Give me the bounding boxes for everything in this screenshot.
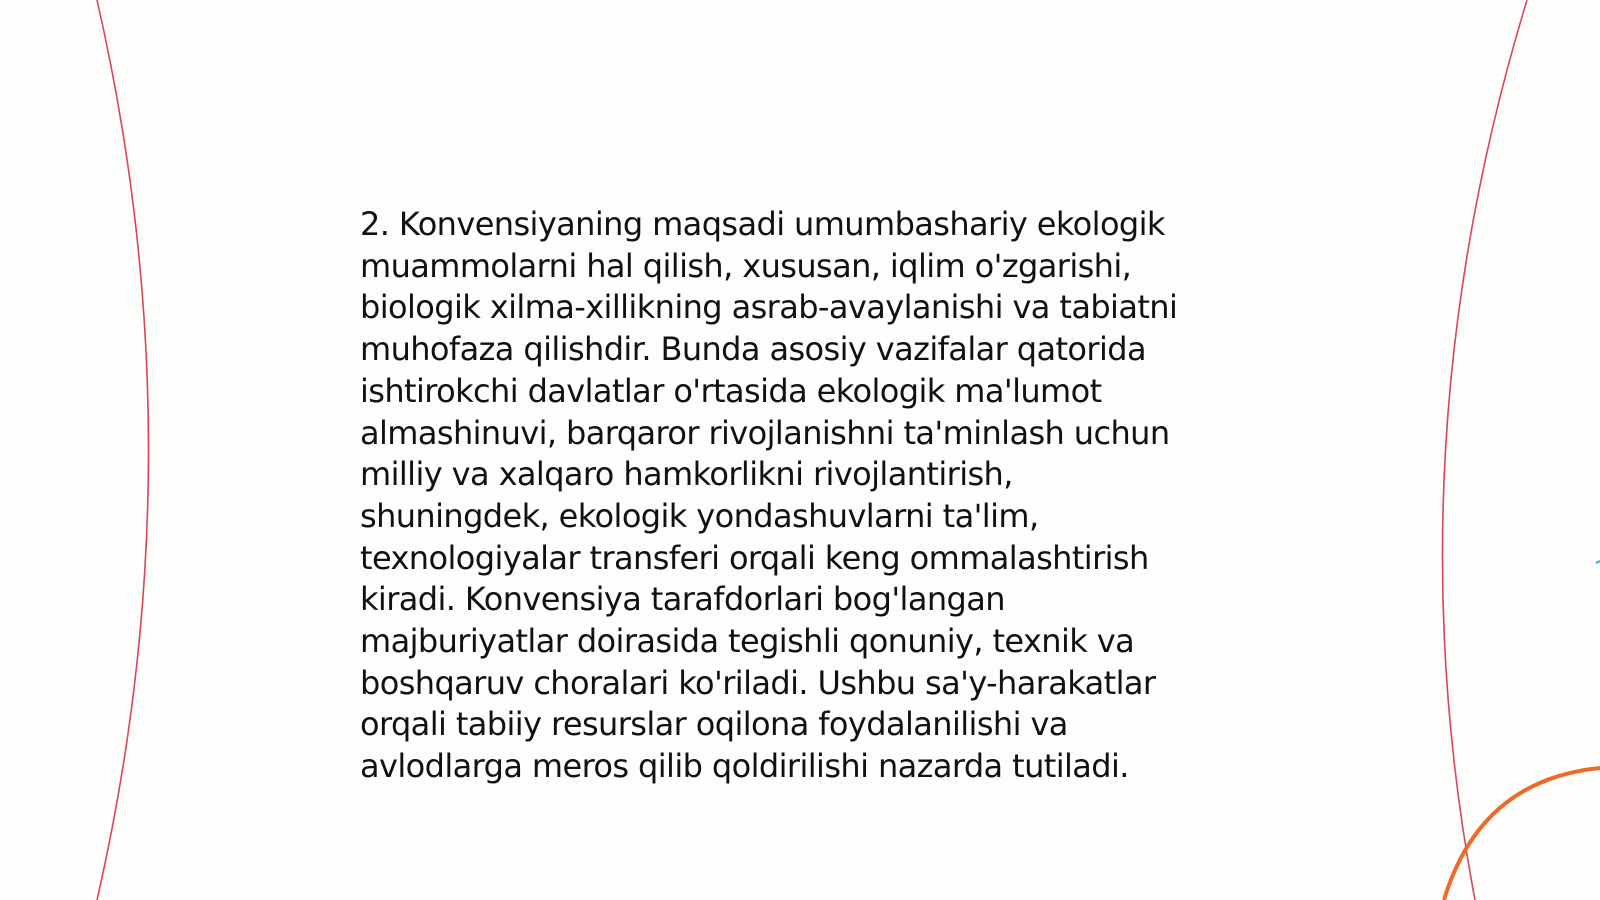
body-paragraph: 2. Konvensiyaning maqsadi umumbashariy ekologik muammolarni hal qilish, xususan, iqlim o'zgarishi, biologik xilma-xillikning asrab-avaylanishi va tabiatni muhofaza qilishdir. Bunda asosiy vazifalar qatorida ishtirokchi davlatlar o'rtasida ekologik ma'lumot almashinuvi, barqaror rivojlanishni ta'minlash uchun milliy va xalqaro hamkorlikni rivojlantirish, shuningdek, ekologik yondashuvlarni ta'lim, texnologiyalar transferi orqali keng ommalashtirish kiradi. Konvensiya tarafdorlari bog'langan majburiyatlar doirasida tegishli qonuniy, texnik va boshqaruv choralari ko'riladi. Ushbu sa'y-harakatlar orqali tabiiy resurslar oqilona foydalanilishi va avlodlarga meros qilib qoldirilishi nazarda tutiladi.: [360, 205, 1178, 786]
orange-arc: [1444, 768, 1600, 900]
blue-mark: [1596, 561, 1600, 563]
left-curve-line: [97, 0, 149, 900]
right-curve-line: [1442, 0, 1527, 900]
